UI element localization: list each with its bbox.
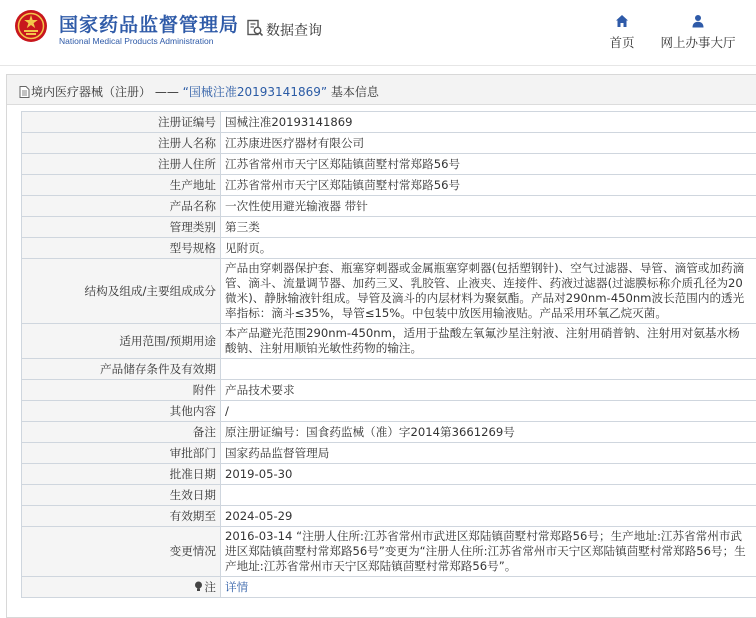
table-row <box>22 443 756 464</box>
note-label: 注 <box>204 579 216 594</box>
field-value: 2024-05-29 <box>221 506 756 527</box>
table-row <box>22 422 756 443</box>
field-value: 江苏省常州市天宁区郑陆镇茴墅村常郑路56号 <box>221 175 756 196</box>
detail-panel <box>6 74 756 618</box>
field-value <box>221 577 756 598</box>
breadcrumb <box>7 75 756 105</box>
field-label <box>22 577 221 598</box>
field-label: 生效日期 <box>22 485 221 506</box>
field-value: 国家药品监督管理局 <box>221 443 756 464</box>
table-row <box>22 133 756 154</box>
field-label: 注册人住所 <box>22 154 221 175</box>
nav-home-label: 首页 <box>609 35 635 50</box>
field-value: 本产品避光范围290nm-450nm，适用于盐酸左氧氟沙星注射液、注射用硝普钠、注射用对氨基水杨酸钠、注射用顺铂光敏性药物的输注。 <box>221 324 756 359</box>
field-value: 2019-05-30 <box>221 464 756 485</box>
table-row <box>22 359 756 380</box>
field-value: 产品技术要求 <box>221 380 756 401</box>
field-value: 见附页。 <box>221 238 756 259</box>
lightbulb-icon <box>194 581 203 592</box>
field-label: 附件 <box>22 380 221 401</box>
field-value: / <box>221 401 756 422</box>
site-name-english[interactable]: National Medical Products Administration <box>59 36 214 46</box>
field-value <box>221 485 756 506</box>
breadcrumb-record-link[interactable]: “国械注准20193141869” <box>182 85 328 99</box>
field-value: 国械注准20193141869 <box>221 112 756 133</box>
field-label: 审批部门 <box>22 443 221 464</box>
field-label: 产品名称 <box>22 196 221 217</box>
field-label: 生产地址 <box>22 175 221 196</box>
nav-online-service-hall-label: 网上办事大厅 <box>660 35 736 50</box>
table-row <box>22 527 756 577</box>
table-row <box>22 154 756 175</box>
site-header <box>0 0 756 66</box>
table-row <box>22 112 756 133</box>
field-value <box>221 359 756 380</box>
breadcrumb-separator: —— <box>151 85 183 99</box>
table-row <box>22 380 756 401</box>
field-label: 变更情况 <box>22 527 221 577</box>
emblem-icon[interactable] <box>14 9 48 43</box>
field-label: 注册证编号 <box>22 112 221 133</box>
breadcrumb-suffix: 基本信息 <box>330 85 379 99</box>
field-value: 第三类 <box>221 217 756 238</box>
site-name[interactable]: 国家药品监督管理局 <box>59 14 240 36</box>
field-label: 备注 <box>22 422 221 443</box>
field-label: 管理类别 <box>22 217 221 238</box>
field-value: 江苏康进医疗器材有限公司 <box>221 133 756 154</box>
table-row <box>22 324 756 359</box>
breadcrumb-category[interactable]: 境内医疗器械（注册） <box>31 85 152 99</box>
data-query-label[interactable]: 数据查询 <box>266 23 322 39</box>
table-row <box>22 259 756 324</box>
data-query-icon[interactable] <box>246 19 264 37</box>
field-label: 注册人名称 <box>22 133 221 154</box>
table-row <box>22 577 756 598</box>
table-row <box>22 464 756 485</box>
field-value: 产品由穿刺器保护套、瓶塞穿刺器或金属瓶塞穿刺器(包括塑钢针)、空气过滤器、导管、滴管或加药滴管、滴斗、流量调节器、加药三叉、乳胶管、止液夹、连接件、药液过滤器(过滤膜标称介质孔径为20微米)、静脉输液针组成。导管及滴斗的内层材料为聚氨酯。产品对290nm-450nm波长范围内的透光率指标：滴斗≤35%，导管≤15%。中包装中放医用输液贴。产品采用环氧乙烷灭菌。 <box>221 259 756 324</box>
table-row <box>22 401 756 422</box>
table-row <box>22 217 756 238</box>
details-link[interactable]: 详情 <box>225 579 249 594</box>
nav-online-service-hall[interactable] <box>659 14 737 51</box>
table-row <box>22 506 756 527</box>
user-icon <box>691 14 705 28</box>
field-value: 原注册证编号：国食药监械（准）字2014第3661269号 <box>221 422 756 443</box>
document-icon <box>19 86 30 98</box>
field-label: 结构及组成/主要组成成分 <box>22 259 221 324</box>
registration-detail-table <box>21 111 756 598</box>
field-label: 有效期至 <box>22 506 221 527</box>
field-label: 批准日期 <box>22 464 221 485</box>
nav-home[interactable] <box>607 14 637 51</box>
field-value: 2016-03-14 “注册人住所:江苏省常州市武进区郑陆镇茴墅村常郑路56号；生产地址:江苏省常州市武进区郑陆镇茴墅村常郑路56号”变更为“注册人住所:江苏省常州市天宁区郑陆镇茴墅村常郑路56号；生产地址:江苏省常州市天宁区郑陆镇茴墅村常郑路56号”。 <box>221 527 756 577</box>
field-label: 产品储存条件及有效期 <box>22 359 221 380</box>
field-value: 江苏省常州市天宁区郑陆镇茴墅村常郑路56号 <box>221 154 756 175</box>
table-row <box>22 238 756 259</box>
table-row <box>22 196 756 217</box>
field-value: 一次性使用避光输液器 带针 <box>221 196 756 217</box>
table-row <box>22 485 756 506</box>
table-row <box>22 175 756 196</box>
field-label: 其他内容 <box>22 401 221 422</box>
home-icon <box>615 14 629 28</box>
field-label: 型号规格 <box>22 238 221 259</box>
field-label: 适用范围/预期用途 <box>22 324 221 359</box>
